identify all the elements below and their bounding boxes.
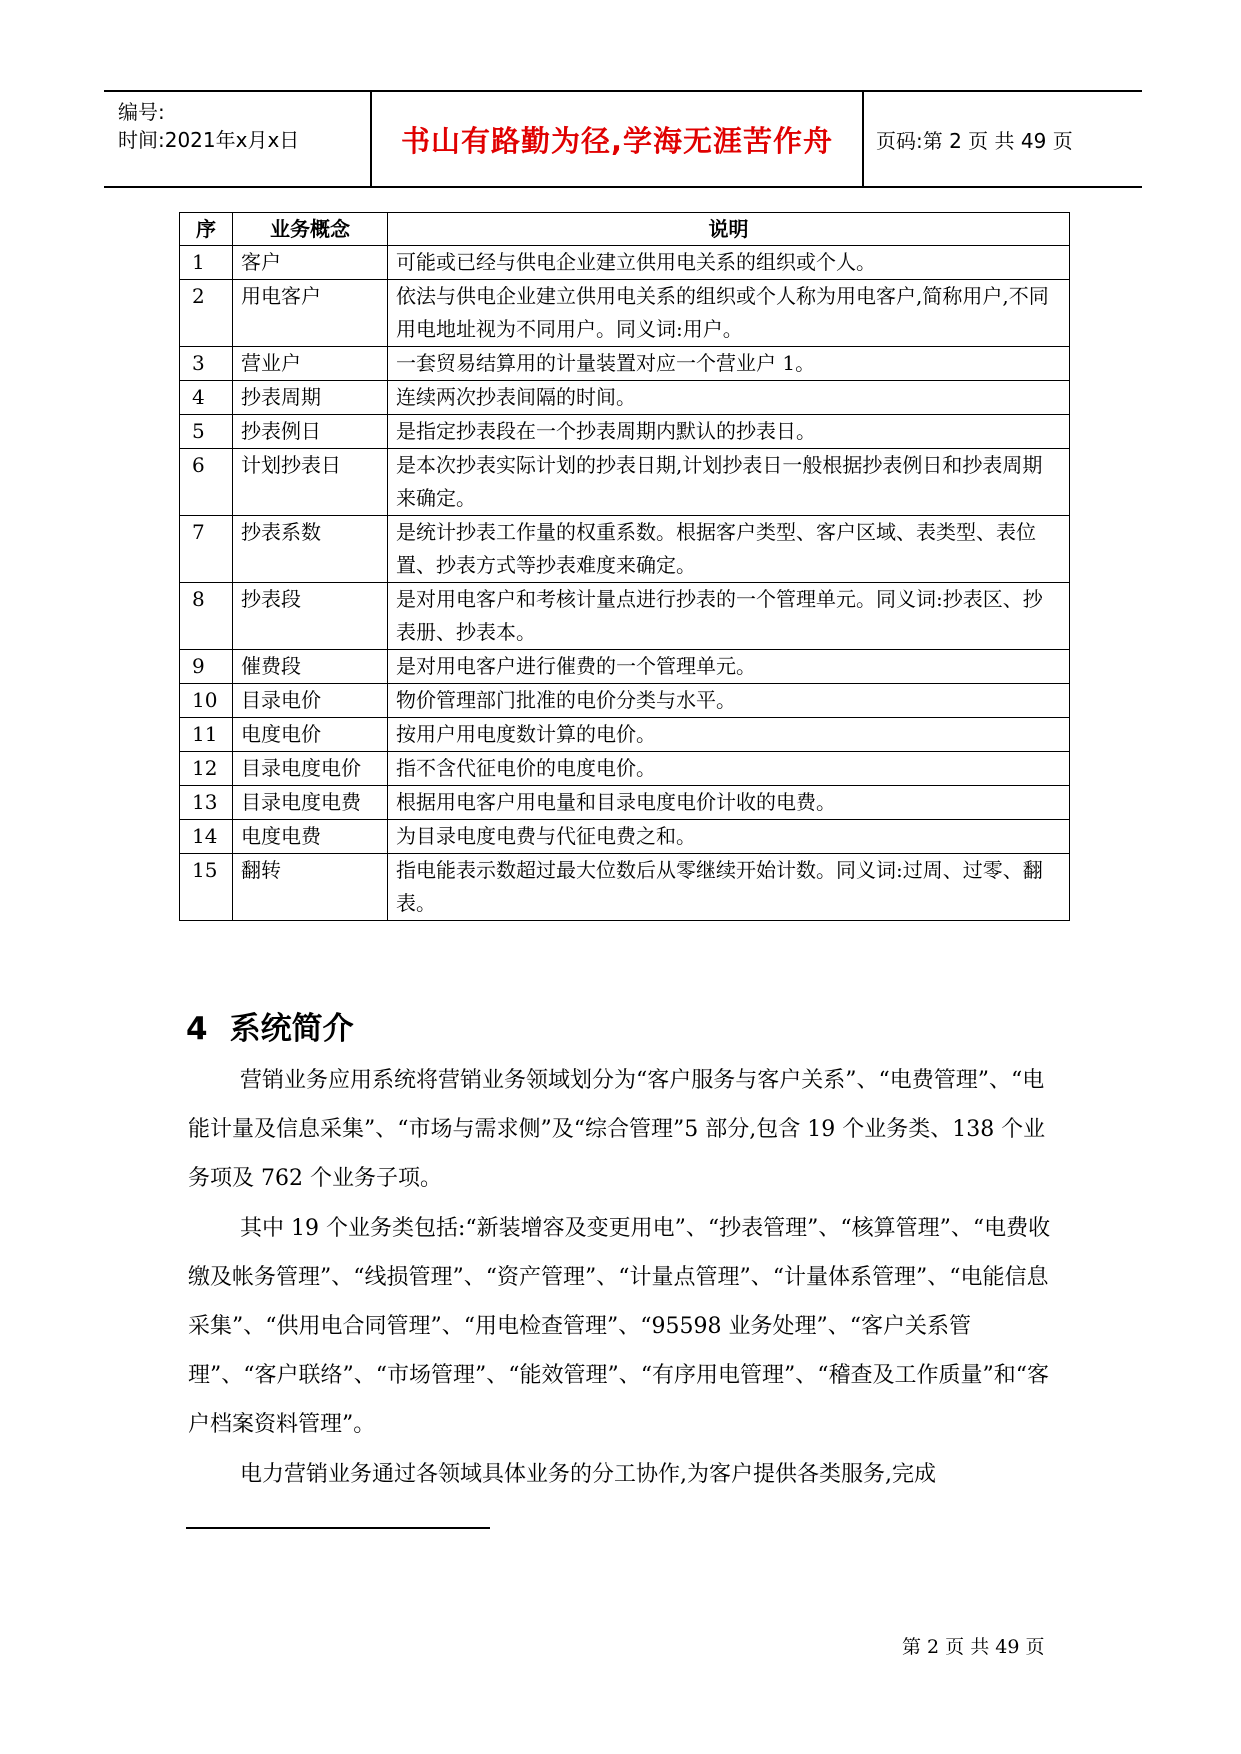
section-heading: [186, 1003, 354, 1048]
table-row: [180, 280, 1070, 347]
header-page-number: 页码:第 2 页 共 49 页: [876, 128, 1073, 153]
table-header-row: [180, 213, 1070, 246]
row-term: 计划抄表日: [233, 449, 388, 516]
column-header-number: 序: [180, 213, 233, 246]
row-description: 按用户用电度数计算的电价。: [388, 718, 1070, 752]
row-number: 7: [180, 516, 233, 583]
row-number: 3: [180, 347, 233, 381]
serial-label: 编号:: [118, 100, 165, 124]
row-number: 12: [180, 752, 233, 786]
row-term: 目录电价: [233, 684, 388, 718]
row-description: 指电能表示数超过最大位数后从零继续开始计数。同义词:过周、过零、翻表。: [388, 854, 1070, 921]
row-description: 是对用电客户进行催费的一个管理单元。: [388, 650, 1070, 684]
row-term: 催费段: [233, 650, 388, 684]
row-description: 是统计抄表工作量的权重系数。根据客户类型、客户区域、表类型、表位置、抄表方式等抄表难度来确定。: [388, 516, 1070, 583]
table-row: [180, 854, 1070, 921]
table-row: [180, 347, 1070, 381]
row-description: 一套贸易结算用的计量装置对应一个营业户 1。: [388, 347, 1070, 381]
table-row: [180, 449, 1070, 516]
table-row: [180, 650, 1070, 684]
column-header-term: 业务概念: [233, 213, 388, 246]
row-description: 是对用电客户和考核计量点进行抄表的一个管理单元。同义词:抄表区、抄表册、抄表本。: [388, 583, 1070, 650]
page-footer: 第 2 页 共 49 页: [902, 1636, 1045, 1658]
row-term: 抄表例日: [233, 415, 388, 449]
row-term: 用电客户: [233, 280, 388, 347]
table-row: [180, 415, 1070, 449]
paragraph: 电力营销业务通过各领域具体业务的分工协作,为客户提供各类服务,完成: [240, 1462, 936, 1487]
table-row: [180, 381, 1070, 415]
page-header: [104, 90, 1142, 188]
row-number: 11: [180, 718, 233, 752]
header-divider: [862, 92, 864, 186]
row-number: 6: [180, 449, 233, 516]
row-number: 9: [180, 650, 233, 684]
row-term: 目录电度电价: [233, 752, 388, 786]
header-motto: 书山有路勤为径,学海无涯苦作舟: [400, 123, 834, 158]
row-number: 1: [180, 246, 233, 280]
row-number: 10: [180, 684, 233, 718]
row-term: 抄表段: [233, 583, 388, 650]
header-meta: [118, 92, 368, 186]
paragraph: 其中 19 个业务类包括:“新装增容及变更用电”、“抄表管理”、“核算管理”、“电费收缴及帐务管理”、“线损管理”、“资产管理”、“计量点管理”、“计量体系管理”、“电能信息采集”、“供用电合同管理”、“用电检查管理”、“95598 业务处理”、“客户关系管理”、“客户联络”、“市场管理”、“能效管理”、“有序用电管理”、“稽查及工作质量”和“客户档案资料管理”。: [188, 1216, 1051, 1437]
column-header-description: 说明: [388, 213, 1070, 246]
row-description: 根据用电客户用电量和目录电度电价计收的电费。: [388, 786, 1070, 820]
section-number: 4: [186, 1011, 208, 1047]
table-row: [180, 583, 1070, 650]
row-number: 5: [180, 415, 233, 449]
row-term: 电度电费: [233, 820, 388, 854]
row-term: 客户: [233, 246, 388, 280]
paragraph: 营销业务应用系统将营销业务领域划分为“客户服务与客户关系”、“电费管理”、“电能计量及信息采集”、“市场与需求侧”及“综合管理”5 部分,包含 19 个业务类、138 个业务项及 762 个业务子项。: [188, 1068, 1046, 1191]
table-row: [180, 820, 1070, 854]
row-term: 目录电度电费: [233, 786, 388, 820]
row-description: 为目录电度电费与代征电费之和。: [388, 820, 1070, 854]
row-description: 依法与供电企业建立供用电关系的组织或个人称为用电客户,简称用户,不同用电地址视为不同用户。同义词:用户。: [388, 280, 1070, 347]
footnote-separator: [186, 1527, 490, 1529]
glossary-table-body: [180, 246, 1070, 921]
table-row: [180, 684, 1070, 718]
row-term: 抄表周期: [233, 381, 388, 415]
table-row: [180, 516, 1070, 583]
time-label: 时间:2021年x月x日: [118, 128, 300, 152]
row-description: 可能或已经与供电企业建立供用电关系的组织或个人。: [388, 246, 1070, 280]
table-row: [180, 786, 1070, 820]
row-number: 15: [180, 854, 233, 921]
row-number: 13: [180, 786, 233, 820]
row-number: 14: [180, 820, 233, 854]
table-row: [180, 718, 1070, 752]
row-description: 连续两次抄表间隔的时间。: [388, 381, 1070, 415]
row-number: 2: [180, 280, 233, 347]
row-term: 翻转: [233, 854, 388, 921]
row-description: 是本次抄表实际计划的抄表日期,计划抄表日一般根据抄表例日和抄表周期来确定。: [388, 449, 1070, 516]
row-number: 8: [180, 583, 233, 650]
row-term: 营业户: [233, 347, 388, 381]
row-description: 指不含代征电价的电度电价。: [388, 752, 1070, 786]
section-title: 系统简介: [229, 1011, 354, 1047]
row-number: 4: [180, 381, 233, 415]
glossary-table: [179, 212, 1070, 921]
row-description: 物价管理部门批准的电价分类与水平。: [388, 684, 1070, 718]
row-term: 电度电价: [233, 718, 388, 752]
row-description: 是指定抄表段在一个抄表周期内默认的抄表日。: [388, 415, 1070, 449]
table-row: [180, 752, 1070, 786]
table-row: [180, 246, 1070, 280]
row-term: 抄表系数: [233, 516, 388, 583]
